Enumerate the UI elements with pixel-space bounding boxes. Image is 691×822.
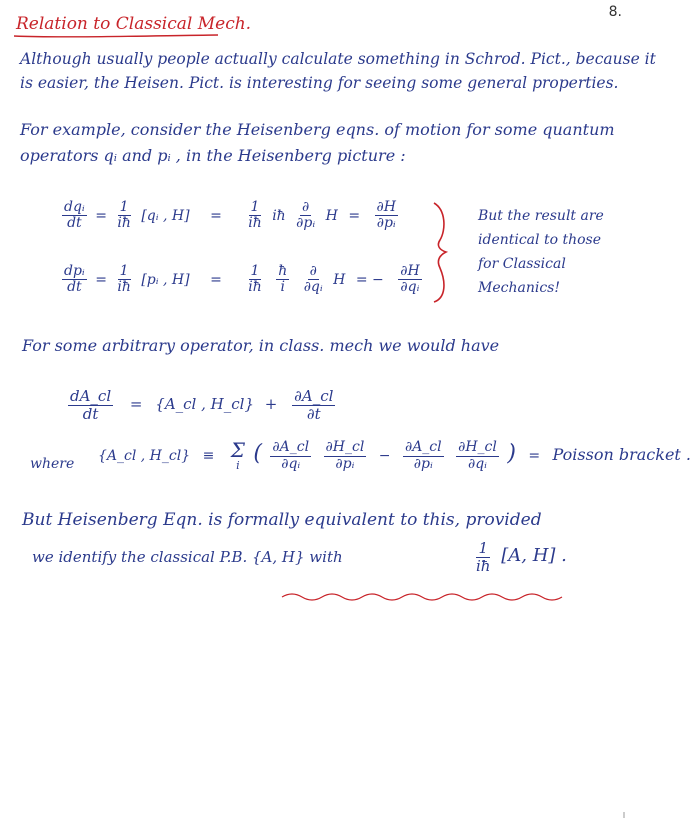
text-line-1: Although usually people actually calculate something in Schrod. Pict., because it bbox=[20, 50, 656, 68]
side-note-line-3: for Classical bbox=[478, 256, 566, 272]
text-line-6: where bbox=[30, 456, 75, 472]
text-line-5: For some arbitrary operator, in class. mech we would have bbox=[22, 336, 500, 355]
page-title: Relation to Classical Mech. bbox=[16, 14, 252, 34]
side-note-line-4: Mechanics! bbox=[478, 280, 560, 296]
text-line-7: But Heisenberg Eqn. is formally equivalent to this, provided bbox=[22, 510, 542, 530]
equation-dp-dt: $\frac{\text{dpᵢ}}{dt}$ = $\frac{1}{iħ}$ [pᵢ , H] = $\frac{1}{iħ}$ $\frac{ħ}{i}$ $\frac{\partial}{\text{∂qᵢ}}$ H = − $\frac{\partial H}{\text{∂qᵢ}}$ bbox=[64, 263, 420, 296]
text-line-4: operators qᵢ and pᵢ , in the Heisenberg picture : bbox=[20, 146, 406, 165]
text-line-8: we identify the classical P.B. {A, H} with bbox=[32, 548, 343, 566]
equation-dA-dt: $\frac{dA\_cl}{dt}$ = {A_cl , H_cl} + $\frac{\partial A\_cl}{\partial t}$ bbox=[70, 387, 334, 423]
text-line-2: is easier, the Heisen. Pict. is interesting for seeing some general properties. bbox=[20, 74, 619, 92]
side-note bbox=[478, 204, 604, 300]
equation-poisson-bracket: {A_cl , H_cl} ≡ Σ i ( $\frac{\partial A\_cl}{\text{∂qᵢ}}$ $\frac{\partial H\_cl}{\text{∂pᵢ}}$ − $\frac{\partial A\_cl}{\text{∂pᵢ}}$ $\frac{\partial H\_cl}{\text{∂qᵢ}}$ ) = Poisson bracket . bbox=[98, 438, 691, 472]
title-underline bbox=[14, 35, 218, 37]
page-number: 8. bbox=[608, 4, 622, 20]
side-note-line-2: identical to those bbox=[478, 232, 602, 248]
equation-dq-dt: $\frac{\text{dqᵢ}}{dt}$ = $\frac{1}{iħ}$ [qᵢ , H] = $\frac{1}{iħ}$ iħ $\frac{\partial}{\text{∂pᵢ}}$ H = $\frac{\partial H}{\text{∂pᵢ}}$ bbox=[64, 199, 396, 232]
wavy-underline bbox=[282, 594, 562, 600]
red-brace bbox=[434, 203, 446, 302]
equation-commutator-identification: $\frac{1}{iħ}$ [A, H] . bbox=[476, 539, 567, 575]
text-line-3: For example, consider the Heisenberg eqns. of motion for some quantum bbox=[20, 120, 615, 139]
side-note-line-1: But the result are bbox=[478, 208, 604, 224]
